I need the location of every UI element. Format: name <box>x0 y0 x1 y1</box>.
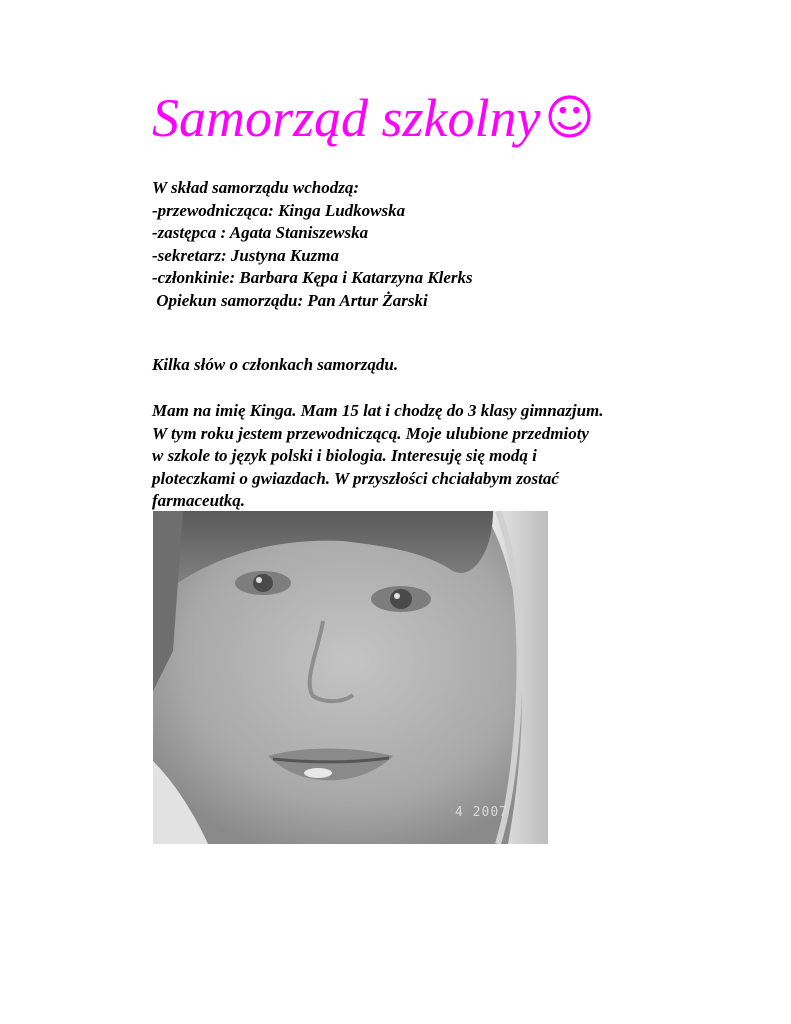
bio-line: w szkole to język polski i biologia. Interesuję się modą i <box>152 446 537 465</box>
member-members: -członkinie: Barbara Kępa i Katarzyna Klerks <box>152 268 473 287</box>
member-guardian: Opiekun samorządu: Pan Artur Żarski <box>152 290 428 310</box>
portrait-photo <box>153 511 548 844</box>
title-text: Samorząd szkolny <box>152 88 541 148</box>
smiley-icon: ☺ <box>544 90 595 146</box>
bio-line: ploteczkami o gwiazdach. W przyszłości chciałabym zostać <box>152 468 559 488</box>
page-title <box>152 86 595 150</box>
member-secretary: -sekretarz: Justyna Kuzma <box>152 245 340 265</box>
intro-heading <box>152 354 398 377</box>
member-deputy: -zastępca : Agata Staniszewska <box>152 223 369 242</box>
bio-line: farmaceutką. <box>152 491 246 510</box>
photo-date-stamp: 4 2007 <box>455 805 508 820</box>
portrait-image <box>153 511 548 844</box>
bio-line: Mam na imię Kinga. Mam 15 lat i chodzę do 3 klasy gimnazjum. <box>152 401 604 420</box>
member-president: -przewodnicząca: Kinga Ludkowska <box>152 200 406 220</box>
members-list <box>152 177 473 312</box>
bio-line: W tym roku jestem przewodniczącą. Moje ulubione przedmioty <box>152 423 589 443</box>
bio-paragraph <box>152 400 604 513</box>
members-heading: W skład samorządu wchodzą: <box>152 178 360 197</box>
intro-heading-text: Kilka słów o członkach samorządu. <box>152 355 399 374</box>
